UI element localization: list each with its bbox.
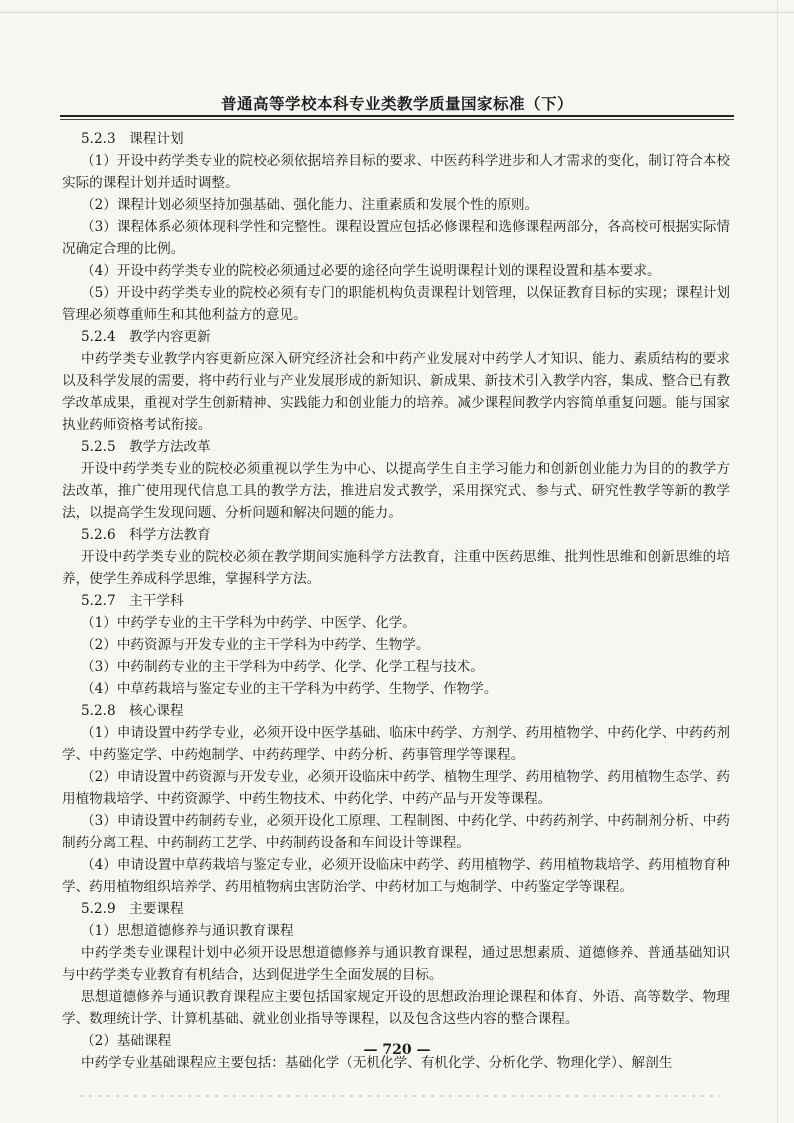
- paragraph: （4）开设中药学类专业的院校必须通过必要的途径向学生说明课程计划的课程设置和基本要求。: [81, 263, 661, 279]
- section-heading: 5.2.8 核心课程: [81, 703, 184, 719]
- page-number: — 720 —: [363, 1042, 431, 1058]
- section-heading: 5.2.6 科学方法教育: [81, 527, 211, 543]
- paragraph: （1）申请设置中药学专业，必须开设中医学基础、临床中药学、方剂学、药用植物学、中药化学、中药药剂学、中药鉴定学、中药炮制学、中药药理学、中药分析、药事管理学等课程。: [62, 725, 730, 763]
- body-text: [62, 128, 730, 1074]
- scan-edge-top: [0, 12, 794, 13]
- paragraph: （3）中药制药专业的主干学科为中药学、化学、化学工程与技术。: [81, 659, 484, 675]
- header-rule-thin: [60, 119, 734, 120]
- paragraph: （4）申请设置中草药栽培与鉴定专业，必须开设临床中药学、药用植物学、药用植物栽培学、药用植物育种学、药用植物组织培养学、药用植物病虫害防治学、中药材加工与炮制学、中药鉴定学等课程。: [62, 857, 730, 895]
- section-heading: 5.2.3 课程计划: [81, 131, 184, 147]
- paragraph: 中药学专业基础课程应主要包括：基础化学（无机化学、有机化学、分析化学、物理化学）、解剖生: [81, 1055, 673, 1071]
- paragraph: （2）课程计划必须坚持加强基础、强化能力、注重素质和发展个性的原则。: [81, 197, 539, 213]
- paragraph: 思想道德修养与通识教育课程应主要包括国家规定开设的思想政治理论课程和体育、外语、高等数学、物理学、数理统计学、计算机基础、就业创业指导等课程，以及包含这些内容的整合课程。: [62, 989, 730, 1027]
- section-heading: 5.2.9 主要课程: [81, 901, 184, 917]
- section-heading: 5.2.7 主干学科: [81, 593, 184, 609]
- paragraph: 中药学类专业教学内容更新应深入研究经济社会和中药产业发展对中药学人才知识、能力、素质结构的要求以及科学发展的需要，将中药行业与产业发展形成的新知识、新成果、新技术引入教学内容，集成、整合已有教学改革成果，重视对学生创新精神、实践能力和创业能力的培养。减少课程间教学内容简单重复问题。能与国家执业药师资格考试衔接。: [62, 351, 730, 433]
- paragraph: （2）申请设置中药资源与开发专业，必须开设临床中药学、植物生理学、药用植物学、药用植物生态学、药用植物栽培学、中药资源学、中药生物技术、中药化学、中药产品与开发等课程。: [62, 769, 730, 807]
- section-heading: 5.2.5 教学方法改革: [81, 439, 211, 455]
- paragraph: 开设中药学类专业的院校必须重视以学生为中心、以提高学生自主学习能力和创新创业能力为目的的教学方法改革，推广使用现代信息工具的教学方法，推进启发式教学，采用探究式、参与式、研究性教学等新的教学法，以提高学生发现问题、分析问题和解决问题的能力。: [62, 461, 730, 521]
- paragraph: （3）课程体系必须体现科学性和完整性。课程设置应包括必修课程和选修课程两部分，各高校可根据实际情况确定合理的比例。: [62, 219, 730, 257]
- section-heading: 5.2.4 教学内容更新: [81, 329, 211, 345]
- paragraph: （3）申请设置中药制药专业，必须开设化工原理、工程制图、中药化学、中药药剂学、中药制剂分析、中药制药分离工程、中药制药工艺学、中药制药设备和车间设计等课程。: [62, 813, 730, 851]
- paragraph: （4）中草药栽培与鉴定专业的主干学科为中药学、生物学、作物学。: [81, 681, 498, 697]
- paragraph: （2）基础课程: [81, 1033, 172, 1049]
- scan-edge-right: [777, 0, 778, 1123]
- paragraph: 开设中药学类专业的院校必须在教学期间实施科学方法教育，注重中医药思维、批判性思维和创新思维的培养，使学生养成科学思维，掌握科学方法。: [62, 549, 730, 587]
- paragraph: 中药学类专业课程计划中必须开设思想道德修养与通识教育课程，通过思想素质、道德修养、普通基础知识与中药学类专业教育有机结合，达到促进学生全面发展的目标。: [62, 945, 730, 983]
- scan-artifact-dots: [80, 1095, 720, 1097]
- paragraph: （1）开设中药学类专业的院校必须依据培养目标的要求、中医药科学进步和人才需求的变化，制订符合本校实际的课程计划并适时调整。: [62, 153, 730, 191]
- paragraph: （5）开设中药学类专业的院校必须有专门的职能机构负责课程计划管理，以保证教育目标的实现；课程计划管理必须尊重师生和其他利益方的意见。: [62, 285, 730, 323]
- header-rule: [60, 115, 734, 117]
- paragraph: （1）思想道德修养与通识教育课程: [81, 923, 294, 939]
- running-header: 普通高等学校本科专业类教学质量国家标准（下）: [220, 95, 573, 113]
- paragraph: （2）中药资源与开发专业的主干学科为中药学、生物学。: [81, 637, 430, 653]
- paragraph: （1）中药学专业的主干学科为中药学、中医学、化学。: [81, 615, 416, 631]
